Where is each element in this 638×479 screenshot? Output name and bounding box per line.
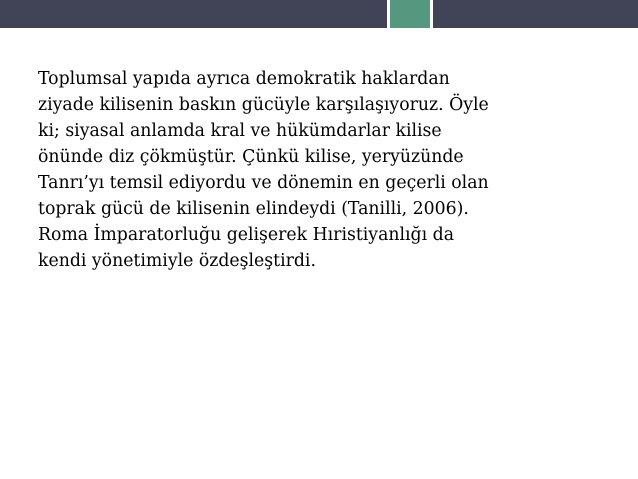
band-dark-right-segment (433, 0, 638, 28)
band-dark-segment (0, 0, 387, 28)
top-decorative-band (0, 0, 638, 28)
slide-body-text: Toplumsal yapıda ayrıca demokratik haklardan ziyade kilisenin baskın gücüyle karşılaşıyoruz. Öyle ki; siyasal anlamda kral ve hükümdarlar kilise önünde diz çökmüştür. Çünkü kilise, yeryüzünde Tanrı’yı temsil ediyordu ve dönemin en geçerli olan toprak gücü de kilisenin elindeydi (Tanilli, 2006). Roma İmparatorluğu gelişerek Hıristiyanlığı da kendi yönetimiyle özdeşleştirdi. (38, 69, 489, 271)
band-accent-segment (390, 0, 430, 28)
